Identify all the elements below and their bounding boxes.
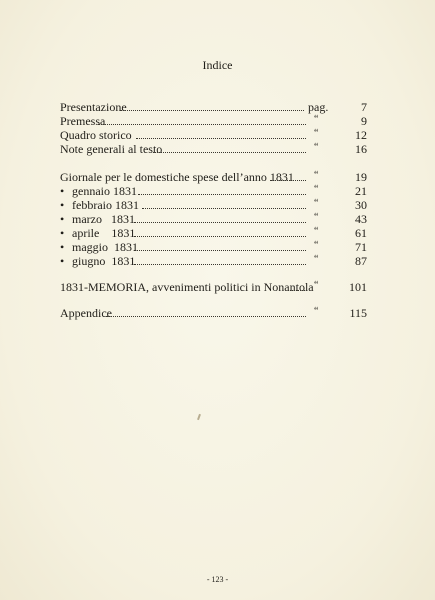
toc-ditto-mark: “ [314, 212, 318, 223]
bullet-icon: • [60, 198, 65, 212]
bullet-icon: • [60, 184, 65, 198]
page-number-footer: - 123 - [206, 575, 229, 584]
toc-entry-appendice [60, 306, 367, 320]
toc-entry-label-text: aprile 1831 [72, 226, 136, 240]
toc-ditto-mark: “ [314, 170, 318, 181]
page-title: Indice [202, 58, 233, 72]
bullet-icon: • [60, 240, 65, 254]
toc-ditto-mark: “ [314, 306, 318, 317]
toc-page-number: 19 [355, 170, 367, 184]
toc-entry-label: Note generali al testo [60, 142, 163, 156]
toc-entry-label: Quadro storico [60, 128, 132, 142]
toc-ditto-mark: “ [314, 128, 318, 139]
toc-entry-aprile [60, 226, 367, 240]
toc-ditto-mark: “ [314, 280, 318, 291]
toc-entry-gennaio [60, 184, 367, 198]
toc-entry-label-text: maggio 1831 [72, 240, 138, 254]
toc-page-number: 61 [355, 226, 367, 240]
toc-entry-label [60, 198, 139, 212]
toc-ditto-mark: “ [314, 114, 318, 125]
toc-entry-label [60, 226, 135, 240]
toc-entry-label [60, 184, 137, 198]
toc-page-number: 43 [355, 212, 367, 226]
toc-leader [134, 222, 306, 223]
bullet-icon: • [60, 226, 65, 240]
toc-leader [138, 194, 306, 195]
toc-leader [270, 180, 306, 181]
toc-page-number: 71 [355, 240, 367, 254]
toc-entry-label: Giornale per le domestiche spese dell’anno 1831 [60, 170, 294, 184]
toc-page-number: 16 [355, 142, 367, 156]
toc-leader [134, 236, 306, 237]
toc-page-number: 115 [349, 306, 367, 320]
toc-ditto-mark: “ [314, 184, 318, 195]
toc-leader [106, 316, 306, 317]
toc-ditto-mark: “ [314, 254, 318, 265]
toc-entry-maggio [60, 240, 367, 254]
toc-page-number: 101 [349, 280, 367, 294]
toc-entry-label [60, 212, 135, 226]
toc-leader [134, 250, 306, 251]
toc-entry-note-generali [60, 142, 367, 156]
toc-ditto-mark: “ [314, 198, 318, 209]
toc-leader [136, 138, 306, 139]
toc-page-number: 7 [361, 100, 367, 114]
toc-entry-label: Presentazione [60, 100, 127, 114]
toc-page-number: 21 [355, 184, 367, 198]
toc-ditto-mark: “ [314, 226, 318, 237]
toc-entry-label [60, 240, 138, 254]
toc-entry-label: Appendice [60, 306, 112, 320]
toc-page-number: 12 [355, 128, 367, 142]
toc-entry-giugno [60, 254, 367, 268]
toc-entry-quadro-storico [60, 128, 367, 142]
toc-entry-label: 1831-MEMORIA, avvenimenti politici in Nonantola [60, 280, 314, 294]
toc-page-number: 87 [355, 254, 367, 268]
toc-entry-label-text: marzo 1831 [72, 212, 135, 226]
toc-ditto-mark: “ [314, 240, 318, 251]
bullet-icon: • [60, 254, 65, 268]
toc-entry-label-text: gennaio 1831 [72, 184, 137, 198]
toc-ditto-mark: “ [314, 142, 318, 153]
toc-entry-giornale [60, 170, 367, 184]
toc-leader [142, 208, 306, 209]
toc-leader [120, 110, 304, 111]
toc-entry-presentazione [60, 100, 367, 114]
toc-leader [288, 290, 305, 291]
toc-entry-label-text: giugno 1831 [72, 254, 136, 268]
toc-entry-marzo [60, 212, 367, 226]
toc-entry-memoria [60, 280, 367, 294]
toc-leader [98, 124, 306, 125]
toc-page-number: 30 [355, 198, 367, 212]
toc-page-number: 9 [361, 114, 367, 128]
toc-leader [153, 152, 306, 153]
toc-entry-febbraio [60, 198, 367, 212]
toc-entry-label: Premessa [60, 114, 106, 128]
toc-leader [134, 264, 306, 265]
toc-entry-label-text: febbraio 1831 [72, 198, 139, 212]
toc-entry-label [60, 254, 135, 268]
toc-entry-premessa [60, 114, 367, 128]
toc-page-marker: pag. [308, 100, 329, 114]
paper-speck [197, 414, 201, 420]
bullet-icon: • [60, 212, 65, 226]
